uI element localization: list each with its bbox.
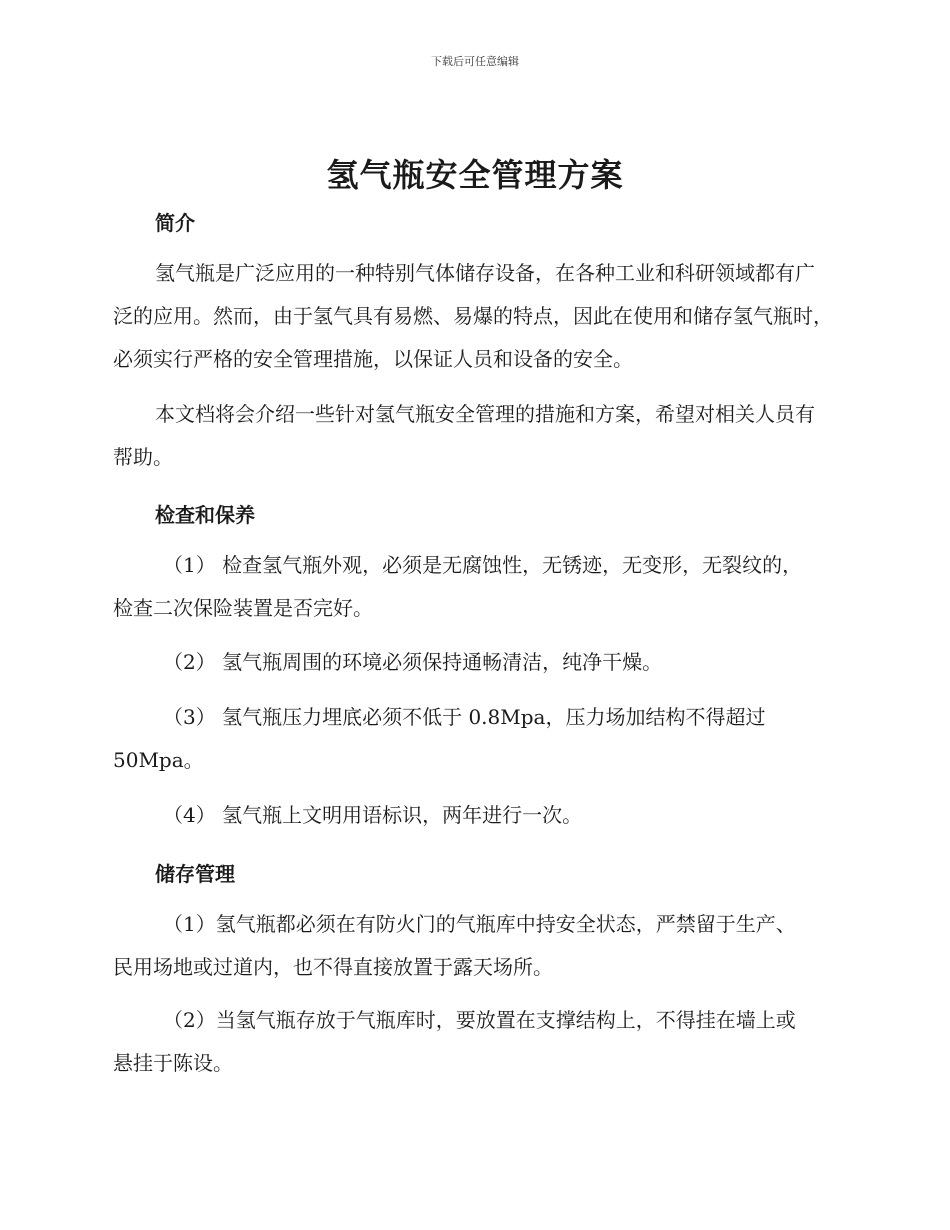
- section-heading-storage: 储存管理: [155, 862, 235, 886]
- storage-item-2: （2）当氢气瓶存放于气瓶库时，要放置在支撑结构上，不得挂在墙上或悬挂于陈设。: [113, 1008, 796, 1075]
- inspection-item-3: （3） 氢气瓶压力埋底必须不低于 0.8Mpa，压力场加结构不得超过 50Mpa。: [113, 705, 766, 772]
- inspection-item-1: （1） 检查氢气瓶外观，必须是无腐蚀性，无锈迹，无变形，无裂纹的，检查二次保险装置是否完好。: [113, 553, 803, 620]
- section-heading-intro: 简介: [155, 211, 195, 235]
- inspection-item-2: （2） 氢气瓶周围的环境必须保持通畅清洁，纯净干燥。: [163, 650, 663, 674]
- storage-item-1: （1）氢气瓶都必须在有防火门的气瓶库中持安全状态，严禁留于生产、民用场地或过道内，也不得直接放置于露天场所。: [113, 912, 796, 979]
- header-note: 下载后可任意编辑: [431, 55, 519, 68]
- section-heading-inspection: 检查和保养: [155, 503, 255, 527]
- document-title: 氢气瓶安全管理方案: [326, 156, 624, 194]
- intro-paragraph-2: 本文档将会介绍一些针对氢气瓶安全管理的措施和方案，希望对相关人员有帮助。: [113, 402, 815, 469]
- intro-paragraph-1: 氢气瓶是广泛应用的一种特别气体储存设备，在各种工业和科研领域都有广泛的应用。然而，由于氢气具有易燃、易爆的特点，因此在使用和储存氢气瓶时，必须实行严格的安全管理措施，以保证人员和设备的安全。: [113, 261, 833, 371]
- inspection-item-4: （4） 氢气瓶上文明用语标识，两年进行一次。: [163, 803, 583, 827]
